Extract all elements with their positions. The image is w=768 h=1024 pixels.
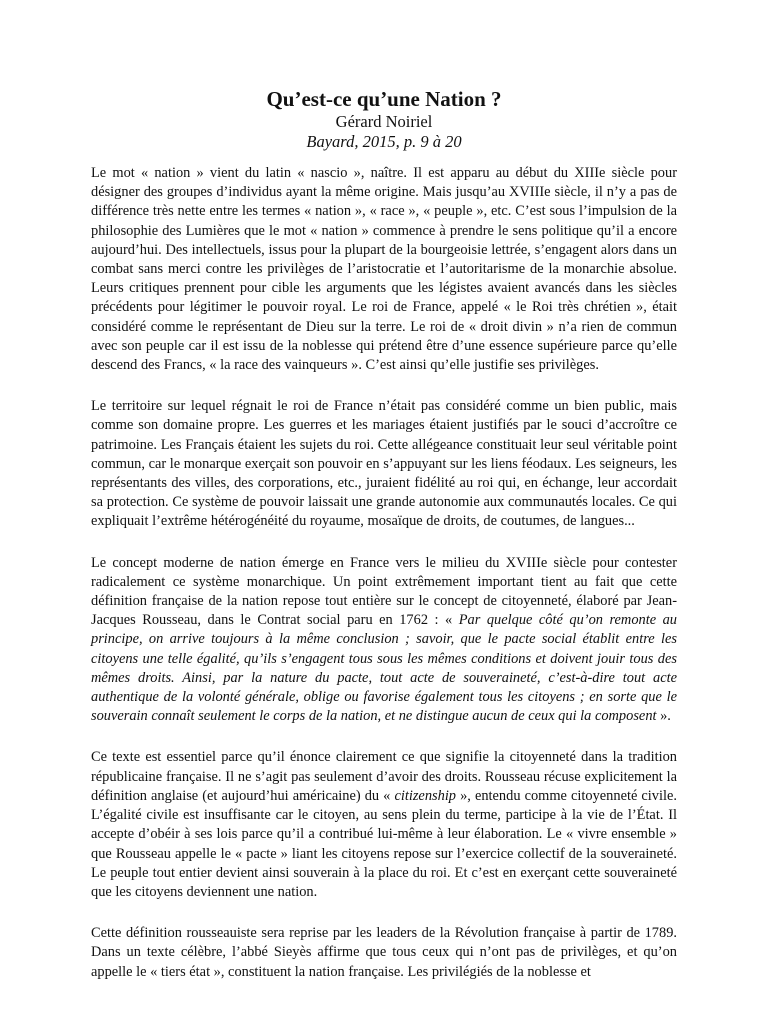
document-source: Bayard, 2015, p. 9 à 20 — [306, 132, 462, 151]
rousseau-quote: Par quelque côté qu’on remonte au principe, on arrive toujours à la même conclusion ; savoir, que le pacte social établit entre les citoyens une telle égalité, qu’ils s’engagent tous sous les mêmes conditions et doivent jouir tous des mêmes droits. Ainsi, par la nature du pacte, tout acte de souveraineté, c’est-à-dire tout acte authentique de la volonté générale, oblige ou favorise également tous les citoyens ; en sorte que le souverain connaît seulement le corps de la nation, et ne distingue aucun de ceux qui la composent — [91, 612, 677, 725]
citizenship-term: citizenship — [394, 787, 457, 804]
paragraph-5 — [91, 924, 677, 982]
document-author: Gérard Noiriel — [335, 112, 433, 131]
paragraph-3 — [91, 554, 677, 727]
paragraph-1 — [91, 164, 677, 375]
document-title: Qu’est-ce qu’une Nation ? — [266, 87, 502, 111]
document-body — [91, 164, 677, 1004]
paragraph-text: », entendu comme citoyenneté civile. L’égalité civile est insuffisante car le citoyen, au sens plein du terme, participe à la vie de l’État. Il accepte d’obéir à ses lois parce qu’il a contribué lui-même à leur élaboration. Le « vivre ensemble » que Rousseau appelle le « pacte » liant les citoyens repose sur l’exercice collectif de la souveraineté. Le peuple tout entier devient ainsi souverain à la place du roi. Et c’est en exerçant cette souveraineté que les citoyens deviennent une nation. — [91, 787, 677, 900]
paragraph-text: Le mot « nation » vient du latin « nascio », naître. Il est apparu au début du XIIIe siècle pour désigner des groupes d’individus ayant la même origine. Mais jusqu’au XVIIIe siècle, il n’y a pas de différence très nette entre les termes « nation », « race », « peuple », etc. C’est sous l’impulsion de la philosophie des Lumières que le mot « nation » commence à prendre le sens politique qu’il a encore aujourd’hui. Des intellectuels, issus pour la plupart de la bourgeoisie lettrée, s’engagent alors dans un combat sans merci contre les privilèges de l’aristocratie et l’autoritarisme de la monarchie absolue. Leurs critiques prennent pour cible les arguments que les légistes avaient avancés dans les siècles précédents pour légitimer le pouvoir royal. Le roi de France, appelé « le Roi très chrétien », était considéré comme le représentant de Dieu sur la terre. Le roi de « droit divin » n’a rien de commun avec son peuple car il est issu de la noblesse qui prétend être d’une essence supérieure parce qu’elle descend des Francs, « la race des vainqueurs ». C’est ainsi qu’elle justifie ses privilèges. — [91, 165, 677, 374]
paragraph-text: Ce texte est essentiel parce qu’il énonce clairement ce que signifie la citoyenneté dans la tradition républicaine française. Il ne s’agit pas seulement d’avoir des droits. Rousseau récuse explicitement la définition anglaise (et aujourd’hui américaine) du « — [91, 749, 677, 804]
paragraph-2 — [91, 397, 677, 531]
paragraph-4 — [91, 748, 677, 902]
paragraph-text: Le territoire sur lequel régnait le roi de France n’était pas considéré comme un bien public, mais comme son domaine propre. Les guerres et les mariages étaient justifiés par le souci d’accroître ce patrimoine. Les Français étaient les sujets du roi. Cette allégeance constituait leur seul véritable point commun, car le monarque exerçait son pouvoir en s’appuyant sur les liens féodaux. Les seigneurs, les représentants des villes, des corporations, etc., juraient fidélité au roi qui, en échange, leur accordait sa protection. Ce système de pouvoir laissait une grande autonomie aux communautés locales. Ce qui expliquait l’extrême hétérogénéité du royaume, mosaïque de droits, de coutumes, de langues... — [91, 398, 677, 530]
title-block — [0, 86, 768, 152]
paragraph-text: Le concept moderne de nation émerge en France vers le milieu du XVIIIe siècle pour contester radicalement ce système monarchique. Un point extrêmement important tient au fait que cette définition française de la nation repose tout entière sur le concept de citoyenneté, élaboré par Jean-Jacques Rousseau, dans le Contrat social paru en 1762 : « — [91, 554, 677, 629]
paragraph-text: Cette définition rousseauiste sera reprise par les leaders de la Révolution française à partir de 1789. Dans un texte célèbre, l’abbé Sieyès affirme que tous ceux qui n’ont pas de privilèges, et qu’on appelle le « tiers état », constituent la nation française. Les privilégiés de la noblesse et — [91, 925, 677, 980]
paragraph-text: ». — [656, 708, 671, 725]
